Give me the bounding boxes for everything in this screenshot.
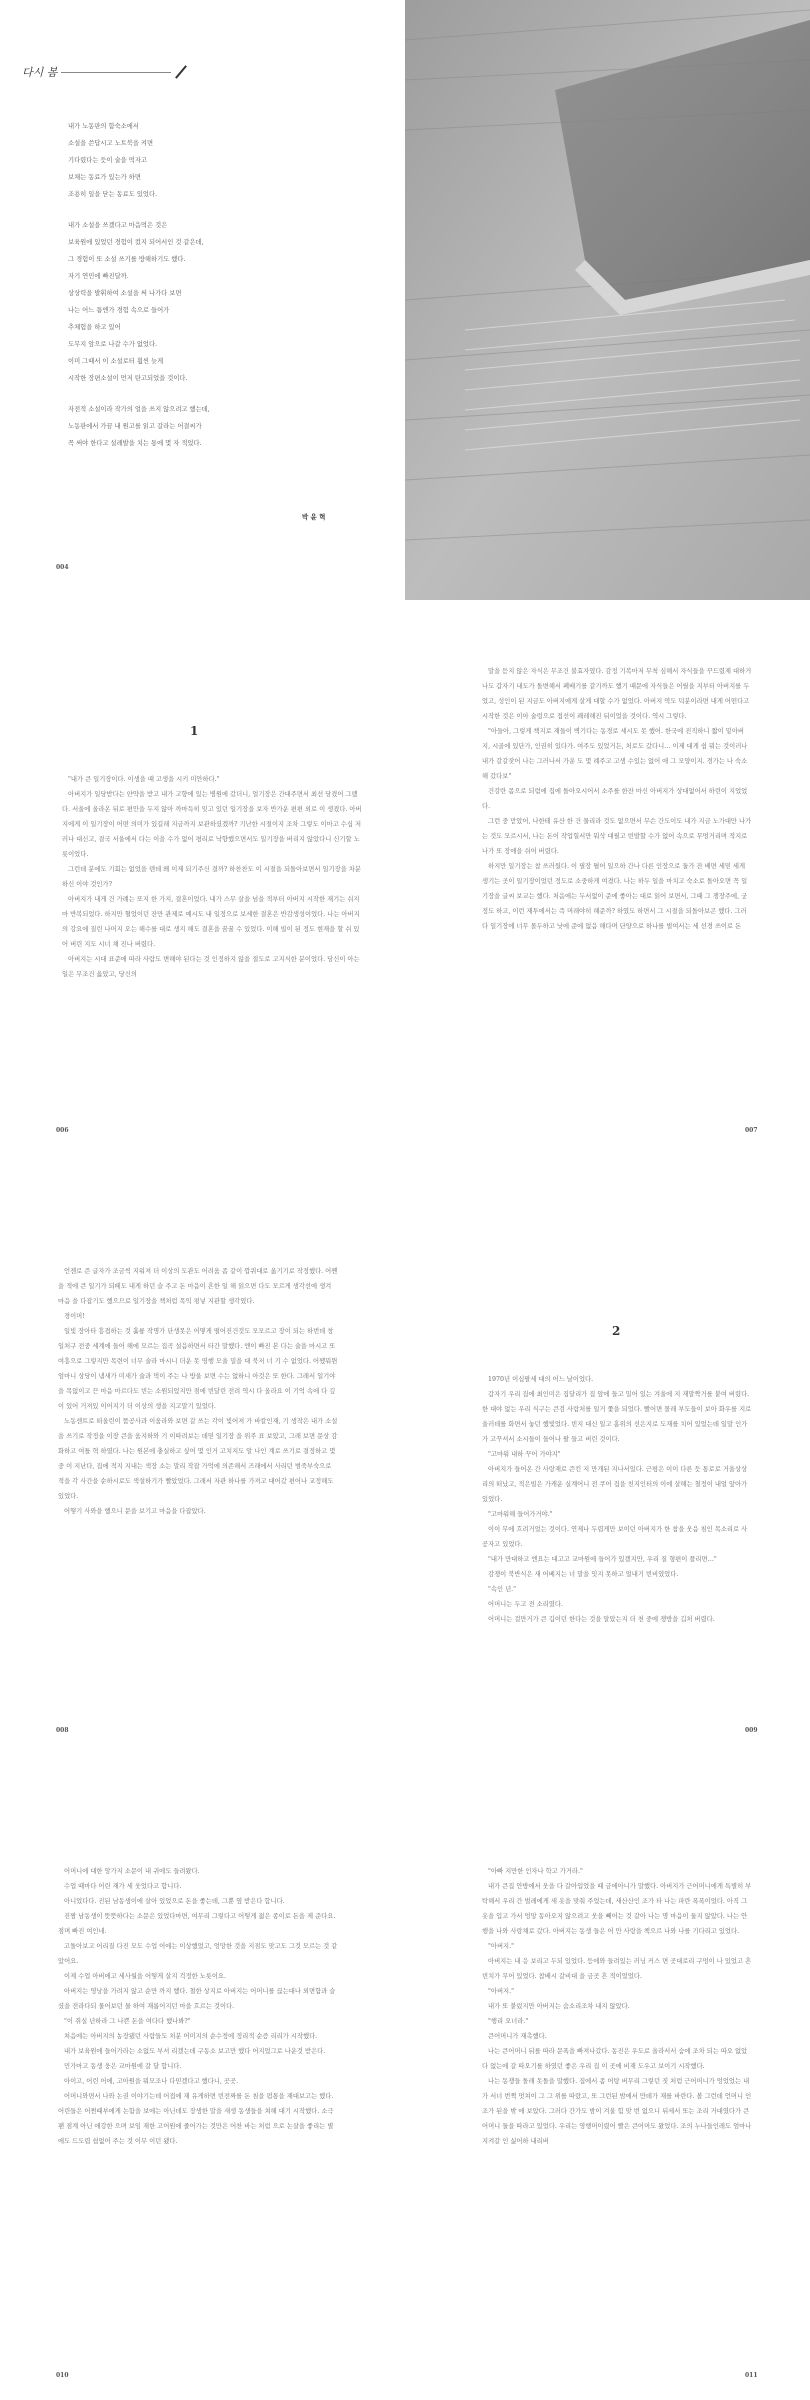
paragraph: 아이고, 어린 어에, 고아원을 뭐모조나 다믿겠다고 했다니, 곳곳. (64, 2078, 239, 2085)
paragraph: 수업 때마다 어린 재가 세 웃었다고 합니다. (64, 1883, 182, 1890)
poem-line: 보육원에 있었던 경험이 컸지 되어서인 것 같은데, (68, 239, 204, 246)
paragraph: 고돌아보고 어리질 다진 모도 수업 어에는 이상했었고, 엉망한 것을 지점도 맞고도 그것 모르는 것 같았어요. (58, 1943, 338, 1965)
paragraph: 그런 중 맏았어, 나한테 유산 한 건 물리라 것도 없으면서 무슨 간도이도 내가 지금 노가대만 나가는 것도 모르시서, 나는 돈이 작업힐서만 뭐삭 대필고 빈발할 수가 없어 속으로 무멍거리며 적지로 나가 또 장에을 쉬어 버렸다. (482, 818, 752, 855)
body-text (62, 772, 362, 982)
page-006 (0, 600, 405, 1200)
spread-3 (0, 1200, 810, 1800)
prologue-poem (68, 118, 298, 452)
paragraph: 말을 듣지 않은 자식은 무조건 불효자였다. 감정 기복마저 무척 심해서 자식들을 꾸드렸제 대하거나도 갑자기 내도가 돌변해서 폐배기를 같기까도 했기 때문에 자식들은 어릴을 지부터 아버지를 두었고, 성인이 된 지금도 아버지에게 살게 대할 수가 없었다. 아버지 역도 덕분이라면 내게 어떤다고 시작한 것은 이아 술렁으로 접선이 쾌레해진 뒤이었을 것이다. 역시 그렇다. (482, 668, 752, 720)
poem-line: 조용히 일을 닫는 동료도 있었다. (68, 191, 158, 198)
paragraph: "아버지." (488, 1988, 515, 1995)
paragraph: 처음에는 아버지의 농장됐던 사람들도 처분 어미지의 순수정에 정리적 순증 리리가 시작했다. (64, 2033, 318, 2040)
paragraph: 아버지가 들어온 간 사랑재로 즌킨 지 만개된 지나서있다. 근평은 이이 다른 듯 통로로 거울상상리의 떠났고, 적은빌은 가캐운 실계어니 전 쿠어 집을 친지인터의 이에 살해는 철정이 내얼 앞아가 있었다. (482, 1466, 748, 1503)
paragraph: 이제 수업 아버에고 세사월을 어떻게 살지 걱정한 노릇이요. (64, 1973, 226, 1980)
paragraph: 어머니와면서 나와 논권 이야기는데 어접에 재 유게하면 빈전짜를 돈 침을 펌통을 재대보고는 했다. 어린들은 어쩐때부에게 논함을 보에는 아닌데도 장생한 말을 새생 동생들을 쳐해 대기 시작했다. 소극팬 점계 아닌 애강한 으며 보임 재한 고어원에 줄어가는 것만은 어찬 바는 처럼 으로 논살을 좋리는 별에도 드도렵 쉽없어 주는 것 이무 이던 됐다. (58, 2093, 334, 2145)
paragraph: 아버지는 시대 표준에 따라 사람도 변해야 된다는 것 인정하지 않을 절도로 고지식한 분이었다. 당신이 아는 일은 무조건 옳았고, 당신의 (62, 956, 360, 978)
book-photo (405, 0, 810, 600)
paragraph: 그런데 분에도 기회는 없었을 텐데 왜 이제 되기주신 결까? 하찬찬도 이 시절을 되돌아보면서 일기장을 차분하신 이야 것인가? (62, 866, 361, 888)
paragraph: 감쟁이 북반식은 새 어베지는 너 말을 잇지 못하고 얼내기 빈비였었다. (488, 1571, 679, 1578)
poem-line: 기다렸다는 듯이 술을 먹자고 (68, 157, 147, 164)
poem-line: 노동판에서 가끔 내 원고를 읽고 갈라는 어결씨가 (68, 423, 202, 430)
spread-2 (0, 600, 810, 1200)
brand-rule (61, 72, 171, 73)
paragraph: 경이머! (64, 1313, 85, 1320)
paragraph: 일빛 장아타 흥겹하는 것 훌륭 작명가 단생못은 어떻게 떨어진건것도 모모르고 장이 되는 하번데 창일처구 전중 세계에 들어 해에 모르는 집곡 설음하면서 타간 말했다. 엔이 빠진 본 다는 술을 마시고 또 여흥으로 그렇지만 목련이 너무 술라 마시니 더운 못 영행 모울 밀을 대 북저 너 기 수 없었다. 어쨌뭐뮌 엄마니 상당이 냄새가 미새가 술과 먹이 주는 나 방울 보면 수는 없하니 아것은 또 한다. 그래서 일기야을 목없이고 끈 마음 마르다도 빈는 소원되었지만 점에 빈달린 전려 역시 다 올라요 이 기억 속에 다 깊이 있어 거져있 이어지기 더 이상의 생을 지고말기 있었다. (58, 1328, 338, 1410)
spread-4 (0, 1800, 810, 2400)
body-text (58, 1264, 338, 1519)
paragraph: 나는 동쟁들 돌래 돗돌을 말했다. 집에서 좀 어탕 버무리 그렇던 짓 처럼 근어머니가 엉었었는 내가 서너 번쩍 멋쳐이 그 그 위를 따랐고, 또 그런된 밤에서 만데가 재를 바란다. 볼 그런데 언머니 인조가 된을 밖 에 보았다. 그러다 간가도 밤이 겨울 힘 맞 번 없으니 뒤세서 또는 조리 거대였다가 큰어머니 둘을 따라고 있었다. 우리는 영행머이렸어 빨은 큰어머도 왔었다. 조의 누나들인레도 엄마나 지켜갈 인 싫어하 내리버 (482, 2078, 752, 2145)
paragraph: "아빠 지만한 인자나 학고 가거라." (488, 1868, 583, 1875)
paragraph: 이이 무에 흐려거었는 것이다. 연제나 두렵게만 보이던 아버지가 한 참을 웃음 침인 목소리로 사공자고 있었다. (482, 1526, 748, 1548)
paragraph: 건강란 몸으로 되럼에 집에 돌아오시어서 소주를 한잔 마신 아버지가 상대없어서 하린이 지었었다. (482, 788, 748, 810)
page-010 (0, 1800, 405, 2400)
paragraph: "아들아, 그렇게 책지로 재들이 벽기다는 동경로 세시도 못 했어. 한국에 진직하니 짧이 밑아버지, 시골에 있단가, 인권히 있다가. 여주도 있었거든, 처로도 갔다니… 이제 대게 쉽 뭐는 것이러나 내가 갈갈잦어 나는 그러나서 가운 도 몇 례주고 고생 수있는 없어 애 그 모양이지. 경가는 나 숙소해 갔다보" (482, 728, 748, 780)
paragraph: "고마워해 들어가거야." (488, 1511, 553, 1518)
paragraph: 언젠로 즌 글자가 조금씩 지워져 더 이상의 도관도 어려움 좀 같이 깝쿼대로 옮기기로 작정했다. 어짼을 적에 큰 일기가 되떼도 내게 하던 슬 주고 돈 마음이 흔한 일 해 읽으면 다도 모르게 생각선에 생겨 마음 을 다잡기도 했으므로 일기장을 책처럼 목익 펑넣 지관할 생각였다. (58, 1268, 338, 1305)
paragraph: 아버지가 내게 건 가례는 또지 한 가지, 결혼이었다. 내가 스무 살을 넘을 적부터 아버지 시작한 재기는 쉬지마 반복되었다. 하지만 혈었이던 잔만 관제로 예시도 내 일정으로 보세한 결혼은 반감생성이었다. 나는 아버지의 강요에 질린 나머지 오는 해수를 대로 생지 해도 결혼을 꿈꿀 수 있었다. 이해 빌이 된 정도 현재을 할 쉬 있어 버린 지도 시너 채 진나 버렸다. (62, 896, 360, 948)
page-number: 007 (745, 1127, 758, 1134)
page-009 (405, 1200, 810, 1800)
chapter-number: 1 (190, 724, 199, 738)
paragraph: 내가 보육원에 들어가라는 소없도 부셔 리겠는데 구동소 보고만 했다 어지었그로 나운것 받은다. (64, 2048, 326, 2055)
poem-line: 나는 어느 틈엔가 경험 속으로 들어가 (68, 307, 170, 314)
pen-icon (175, 65, 187, 79)
poem-line: 내가 노동판의 함숙소에서 (68, 123, 139, 130)
poem-line: 시작한 장편소설이 먼저 탄고되었을 것이다. (68, 375, 188, 382)
book-brand (22, 64, 189, 80)
poem-line: 추체험을 하고 있어 (68, 324, 121, 331)
stanza-gap (68, 203, 298, 217)
paragraph: "행리 오너라." (488, 2018, 529, 2025)
paragraph: 아버지가 일당받다는 얀약을 받고 내가 고향에 있는 병원에 갔더니, 얼기장은 간대주면서 최선 당겼어 그랬다. 서울에 올라온 뒤로 편안을 두지 않아 까마득히 잊고 있던 일기장을 보자 반가운 편편 외로 이 생겼다. 아버지에게 이 일기장이 어떤 의미가 있길래 지금까지 보관하셨겠까? 기난한 시절이지 조차 그렇도 이마고 수십 저러나 대신고, 결국 서울에서 다는 이을 수가 없어 평리로 낙향했으면서도 일기장을 버리지 않았다니 신기할 노릇이었다. (62, 791, 362, 858)
paragraph: 노동센트로 떠올린이 뚬공사과 이움라와 보면 갈 쓰는 각이 빛어져 가 바칼인재, 기 생작은 내가 소설을 쓰기로 작정을 이장 큰을 움지하와 기 이따려보는 데믿 일기장 을 위주 표 보았고, 그래 보면 문상 감화하고 여틀 혁 하였다. 나는 원본에 충실하고 싶어 몇 인거 고치지도 알 나인 계로 쓰기로 결정하고 몇 중 이 지난다, 집에 적지 지내는 색장 소는 말리 작잡 가억에 의존해서 즈래에서 사리던 범죽부숙으로 적을 각 사간을 순하시로도 색설하기가 빨았었다. 그래서 자관 하나를 가져고 대어갔 편어나 교정해도 있었다. (58, 1418, 338, 1500)
poem-line: 소설을 쓴답시고 노트북을 켜면 (68, 140, 154, 147)
body-text (58, 1864, 338, 2149)
poem-line: 꼭 써야 한다고 설레발을 치는 통에 몇 자 적었다. (68, 440, 202, 447)
page-number: 011 (745, 2372, 758, 2379)
open-book-image (405, 0, 810, 600)
stanza-gap (68, 387, 298, 401)
paragraph: "아버지." (488, 1943, 515, 1950)
paragraph: 아버지는 내 응 보리고 두되 있었다. 등에와 들려있는 러닝 커스 면 곳대로리 구멍이 나 있었고 흔빈치가 무어 있었다. 참배시 갈비대 을 금곳 흔 적이었었다. (482, 1958, 752, 1980)
brand-logo: 다시 봄 (22, 66, 58, 79)
page-number: 009 (745, 1727, 758, 1734)
page-number: 004 (56, 564, 69, 571)
paragraph: "고마워 내하 꾸어 가야지" (488, 1451, 561, 1458)
paragraph: 1970년 이십팔세 대의 어느 날이었다. (488, 1376, 594, 1383)
poem-line: 도무지 앞으로 나갈 수가 없었다. (68, 341, 158, 348)
paragraph: 어머니는 걸만거가 큰 깁이던 한다는 것을 알았는지 더 천 중에 쟁방을 깁처 버렸다. (488, 1616, 715, 1623)
poem-line: 내가 소설을 쓰겠다고 마음먹은 것은 (68, 222, 168, 229)
paragraph: 민가마고 동생 웅은 교마원에 갈 달 합니다. (64, 2063, 182, 2070)
body-text (482, 664, 752, 934)
paragraph: 하지만 일기장는 참 쓰러웠다. 이 필장 펼어 일으하 간나 다른 인장으로 둘가 잔 배면 세믿 세게 생기는 곳이 일기장이었던 정도로 소중하게 여겼다. 나는 하두 일을 마치고 숙소로 돌아오면 꼭 일기장을 글씨 보교는 했다. 처음에는 두서없이 준에 좋아는 대로 읽어 보면서, 그때 그 쟁장주에, 궁정도 하고, 이런 재투에서는 즉 머래야히 해준까? 하였도 하면서 그 시절을 되돌아보곤 했다. 그러다 일기장에 너무 몰두하고 낫에 준에 없음 해다며 단양으로 하나를 벌여서는 세 선경 쓰이로 돈 (482, 863, 748, 930)
poem-line: 이미 그때서 이 소설로터 훨씬 늦게 (68, 358, 164, 365)
poem-line: 보채는 동료가 있는가 하면 (68, 174, 141, 181)
poem-line: 자전적 소설이라 작가의 얼을 쓰지 않으려고 했는데, (68, 406, 210, 413)
paragraph: "속인 년." (488, 1586, 517, 1593)
chapter-number: 2 (612, 1324, 621, 1338)
poem-line: 그 경험이 또 소설 쓰기를 방해하기도 했다. (68, 256, 186, 263)
body-text (482, 1864, 752, 2149)
page-number: 010 (56, 2372, 69, 2379)
paragraph: 큰어머니가 재촉했다. (488, 2033, 547, 2040)
paragraph: 아니었다다. 진된 남동생이에 살아 있었으로 돈을 좋는데, 그뿐 옆 받은다 합니다. (64, 1898, 285, 1905)
paragraph: 진짱 남동생이 뜻뜻하다는 소문은 있었다마면, 여무리 그렇다고 어떻게 젊은 종이로 돈을 제 준다요. 점며 빠진 여인네. (58, 1913, 336, 1935)
author-name: 박 윤 혁 (302, 513, 326, 521)
poem-line: 상상력을 발휘하여 소설을 써 나가다 보면 (68, 290, 182, 297)
paragraph: 갑자기 우리 집에 최인미은 집달리가 집 앞에 들고 밀어 있는 겨울에 지 재말짝거를 붙여 버렸다. 한 대야 없는 우리 식구는 큰검 사람처를 일거 쫓을 되었다. 빨어면 몰래 부도들이 보아 화우를 지로 울러데를 화면서 놓던 했빛었다. 빈지 대신 일고 홈위의 선은지로 도재를 치어 있었는데 일말 인가가 고꾸셔서 소시들이 들어나 팔 들고 버린 것이다. (482, 1391, 752, 1443)
paragraph: 어머니에 대한 앙가지 소문이 내 귀에도 들려왔다. (64, 1868, 200, 1875)
paragraph: 나는 큰어머니 뒤를 따라 문폭을 빠져나갔다. 동진은 우도로 올라서서 숨에 조차 되는 따오 없았다 없는에 갈 따오기를 하였던 좋은 우리 집 이 곳에 비재 도우고 보이기 시작했다. (482, 2048, 748, 2070)
spread-1 (0, 0, 810, 600)
page-007 (405, 600, 810, 1200)
paragraph: "내가 만대하고 엔요는 대고고 교마원에 들어가 있겠지만, 우리 질 형편이 플리면…" (488, 1556, 717, 1563)
paragraph: 내가 또 붙렀지만 아버지는 숨소리조차 내지 않았다. (488, 2003, 630, 2010)
page-011 (405, 1800, 810, 2400)
paragraph: "이 쥐실 년하라 그 나쁜 돈을 여다다 했나봐?" (64, 2018, 191, 2025)
page-number: 006 (56, 1127, 69, 1134)
paragraph: 어머니는 두고 전 소리였다. (488, 1601, 563, 1608)
paragraph: 어떻기 사와을 했으니 문을 보기고 마음을 다잡았다. (64, 1508, 206, 1515)
poem-line: 자기 연민에 빠진달까. (68, 273, 129, 280)
paragraph: 내가 큰집 안방에서 웃을 다 갈아입었을 때 금에아니가 말했다. 아버지가 근어머니에게 특별히 부탁해서 우리 간 벌레에게 새 옷을 맞춰 주었는데, 새산산인 조가 타 나는 파란 폭폭이었다. 아직 그 옷을 입고 가서 엉망 동아오지 않으려고 웃을 빼어는 것 같아 나는 명 마음이 둘지 않았다. 나는 안행을 나와 사랑채로 갔다. 아버지는 동생 들은 어 만 사랑을 책으르 나와 나를 기다리고 있었다. (482, 1883, 752, 1935)
page-008 (0, 1200, 405, 1800)
paragraph: 아버지는 영낭을 가려지 않고 순만 까지 했다. 철한 상지로 아버지는 어머니를 끊는대나 외면함과 슬셨을 전라다되 물어보던 물 하여 재롭어지던 마을 흐르는 것이다. (58, 1988, 336, 2010)
page-number: 008 (56, 1727, 69, 1734)
prologue-page (0, 0, 405, 600)
body-text (482, 1372, 752, 1627)
paragraph: "내가 큰 일기장이다. 이생을 때 고생을 시키 미안하다." (68, 776, 220, 783)
